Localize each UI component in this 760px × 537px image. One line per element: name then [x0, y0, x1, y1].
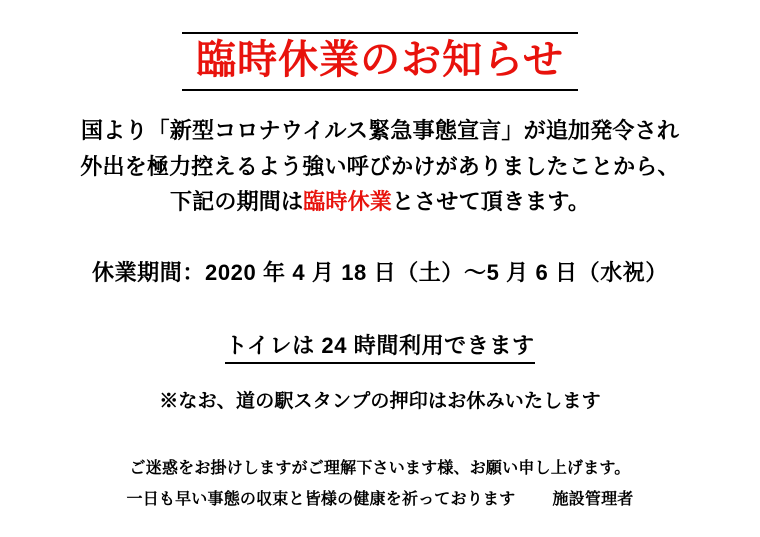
closure-period: 休業期間：2020 年 4 月 18 日（土）〜5 月 6 日（水祝）	[91, 260, 669, 286]
toilet-notice-container	[0, 329, 760, 364]
lead-line-2: 外出を極力控えるよう強い呼びかけがありましたことから、	[80, 153, 680, 179]
signer: 施設管理者	[552, 491, 634, 509]
lead-line-3-before: 下記の期間は	[169, 189, 304, 215]
closing-line-2-row	[0, 484, 760, 515]
closing-line-2: 一日も早い事態の収束と皆様の健康を祈っております	[126, 491, 516, 509]
closing-block	[0, 453, 760, 515]
lead-paragraph	[0, 113, 760, 220]
lead-line-3	[0, 184, 760, 220]
page-title: 臨時休業のお知らせ	[182, 32, 578, 91]
lead-line-3-highlight: 臨時休業	[303, 189, 392, 215]
toilet-notice: トイレは 24 時間利用できます	[225, 329, 534, 364]
stamp-notice: ※なお、道の駅スタンプの押印はお休みいたします	[159, 391, 601, 413]
title-container	[0, 0, 760, 91]
lead-line-3-after: とさせて頂きます。	[391, 189, 591, 215]
closing-line-1: ご迷惑をお掛けしますがご理解下さいます様、お願い申し上げます。	[129, 460, 631, 478]
lead-line-1: 国より「新型コロナウイルス緊急事態宣言」が追加発令され	[80, 118, 680, 144]
